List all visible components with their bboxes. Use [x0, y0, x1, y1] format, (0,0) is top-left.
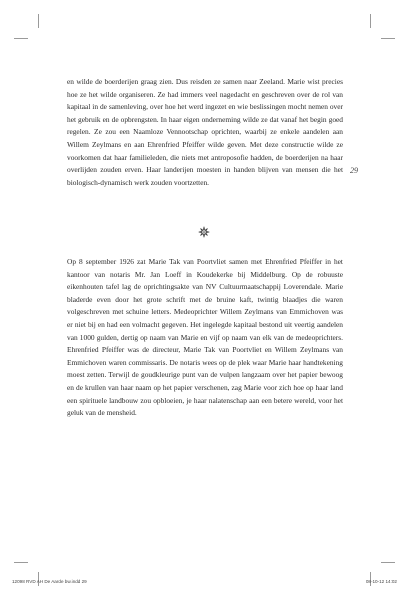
- crop-mark-top-left-v: [38, 14, 39, 28]
- sun-flower-ornament-icon: [198, 226, 210, 238]
- body-paragraph-2: [67, 256, 343, 420]
- paragraph-text: en wilde de boerderijen graag zien. Dus reisden ze samen naar Zeeland. Marie wist precies hoe ze het wilde organiseren. Ze had immers veel nagedacht en geschreven over de rol van kapitaal in de samenleving, over hoe het werd ingezet en wie beslissingen mocht nemen over het gebruik en de opbrengsten. In haar eigen onderneming wilde ze dat vanaf het begin goed regelen. Ze zou een Naamloze Vennootschap oprichten, waarbij ze enkele aandelen aan Willem Zeylmans en aan Ehrenfried Pfeiffer wilde geven. Met deze constructie wilde ze voorkomen dat haar familieleden, die niets met antroposofie hadden, de boerderijen na haar overlijden zouden erven. Haar landerijen moesten in handen blijven van mensen die het biologisch-dynamisch werk zouden voortzetten.: [67, 77, 343, 187]
- printer-slug-date: 08-10-12 14:02: [365, 579, 397, 584]
- body-paragraph-1: [67, 76, 343, 189]
- crop-mark-bottom-right-h: [381, 562, 395, 563]
- printer-slug-file: 12098 RVD AH De Aarde bw.indd 29: [12, 579, 87, 584]
- page-number: 29: [350, 166, 358, 175]
- paragraph-text: Op 8 september 1926 zat Marie Tak van Poortvliet samen met Ehrenfried Pfeiffer in het kantoor van notaris Mr. Jan Loeff in Koudekerke bij Middelburg. Op de robuuste eikenhouten tafel lag de oprichtingsakte van NV Cultuurmaatschappij Loverendale. Marie bladerde even door het grote schrift met de bruine kaft, twintig blaadjes die waren volgeschreven met schuine letters. Medeoprichter Willem Zeylmans van Emmichoven was er niet bij en had een volmacht gegeven. Het ingelegde kapitaal bestond uit veertig aandelen van 1000 gulden, dertig op naam van Marie en vijf op naam van elk van de medeoprichters. Ehrenfried Pfeiffer was de directeur, Marie Tak van Poortvliet en Willem Zeylmans van Emmichoven waren commissaris. De notaris wees op de plek waar Marie haar handtekening moest zetten. Terwijl de goudkleurige punt van de vulpen langzaam over het papier bewoog en de krullen van haar naam op het papier verschenen, zag Marie voor zich hoe op haar land een spirituele landbouw zou opbloeien, je haar nalatenschap aan een betere wereld, voor het geluk van de mensheid.: [67, 257, 343, 418]
- crop-mark-top-right-h: [381, 38, 395, 39]
- crop-mark-top-left-h: [14, 38, 28, 39]
- crop-mark-bottom-left-h: [14, 562, 28, 563]
- crop-mark-top-right-v: [370, 14, 371, 28]
